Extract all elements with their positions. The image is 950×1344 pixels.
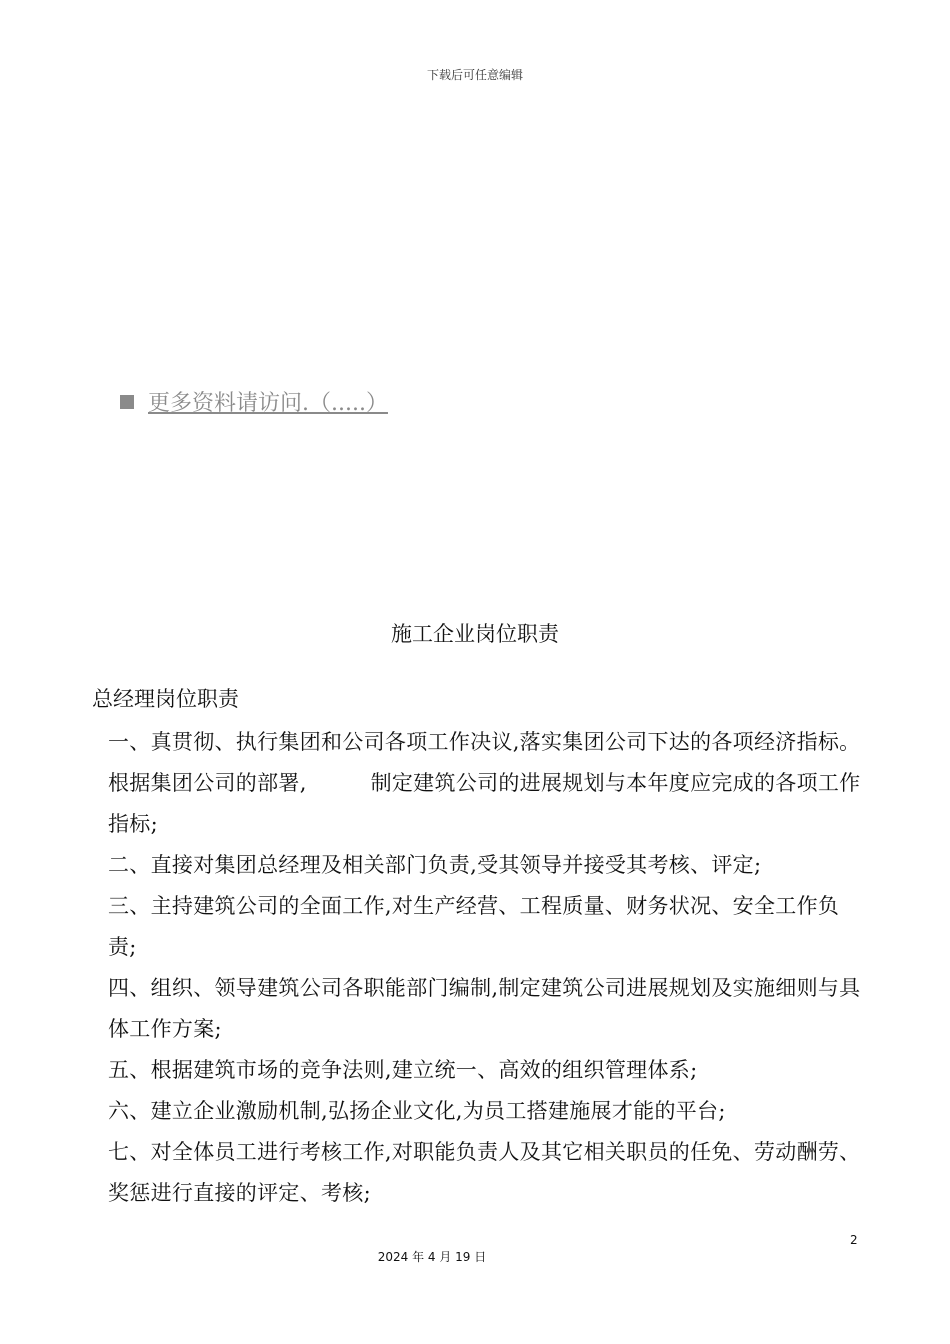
document-title: 施工企业岗位职责 [391, 622, 559, 646]
duty-item-6: 六、建立企业激励机制,弘扬企业文化,为员工搭建施展才能的平台; [108, 1099, 726, 1123]
more-info-row [120, 386, 388, 417]
header-note: 下载后可任意编辑 [426, 68, 523, 82]
square-bullet-icon [120, 395, 134, 409]
duty-item-1: 一、真贯彻、执行集团和公司各项工作决议,落实集团公司下达的各项经济指标。根据集团公司的部署, 制定建筑公司的进展规划与本年度应完成的各项工作指标; [108, 730, 861, 836]
duty-item-4: 四、组织、领导建筑公司各职能部门编制,制定建筑公司进展规划及实施细则与具体工作方案; [108, 976, 861, 1041]
duty-item-7: 七、对全体员工进行考核工作,对职能负责人及其它相关职员的任免、劳动酬劳、奖惩进行直接的评定、考核; [108, 1140, 861, 1205]
duty-item-3: 三、主持建筑公司的全面工作,对生产经营、工程质量、财务状况、安全工作负责; [108, 894, 840, 959]
page-number: 2 [850, 1233, 858, 1247]
duty-item-5: 五、根据建筑市场的竞争法则,建立统一、高效的组织管理体系; [108, 1058, 698, 1082]
duty-item-2: 二、直接对集团总经理及相关部门负责,受其领导并接受其考核、评定; [108, 853, 762, 877]
footer-date: 2024 年 4 月 19 日 [377, 1250, 487, 1264]
duty-list [108, 722, 866, 1214]
section-heading: 总经理岗位职责 [92, 687, 239, 711]
more-info-link[interactable]: 更多资料请访问.（.....） [148, 391, 388, 416]
